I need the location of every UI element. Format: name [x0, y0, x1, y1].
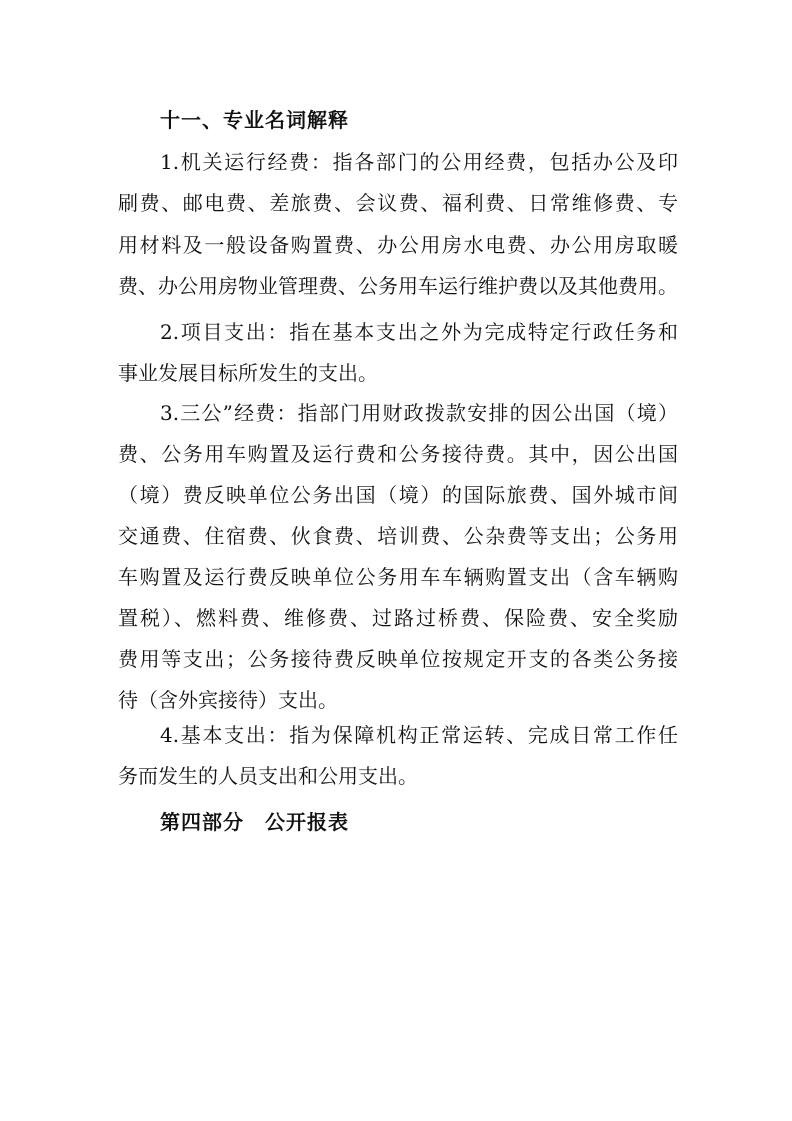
paragraph-2-line-2: 事业发展目标所发生的支出。: [118, 361, 378, 385]
section-heading: 十一、专业名词解释: [160, 108, 349, 132]
paragraph-4-line-2: 务而发生的人员支出和公用支出。: [118, 764, 418, 788]
paragraph-1-line-1: 1.机关运行经费：指各部门的公用经费，包括办公及印: [160, 150, 678, 174]
paragraph-3-line-8: 待（含外宾接待）支出。: [118, 688, 338, 712]
paragraph-3-line-3: （境）费反映单位公务出国（境）的国际旅费、国外城市间: [118, 483, 678, 507]
paragraph-3-line-7: 费用等支出；公务接待费反映单位按规定开支的各类公务接: [118, 647, 678, 671]
paragraph-3-line-2: 费、公务用车购置及运行费和公务接待费。其中，因公出国: [118, 442, 678, 466]
paragraph-3-line-4: 交通费、住宿费、伙食费、培训费、公杂费等支出；公务用: [118, 524, 678, 548]
paragraph-1-line-3: 用材料及一般设备购置费、办公用房水电费、办公用房取暖: [118, 233, 678, 257]
paragraph-1-line-2: 刷费、邮电费、差旅费、会议费、福利费、日常维修费、专: [118, 191, 678, 215]
paragraph-4-line-1: 4.基本支出：指为保障机构正常运转、完成日常工作任: [160, 723, 678, 747]
paragraph-2-line-1: 2.项目支出：指在基本支出之外为完成特定行政任务和: [160, 320, 678, 344]
paragraph-1-line-4: 费、办公用房物业管理费、公务用车运行维护费以及其他费用。: [118, 274, 678, 298]
part-heading: 第四部分 公开报表: [160, 810, 349, 834]
paragraph-3-line-6: 置税）、燃料费、维修费、过路过桥费、保险费、安全奖励: [118, 606, 678, 630]
paragraph-3-line-1: 3.三公”经费：指部门用财政拨款安排的因公出国（境）: [160, 401, 678, 425]
paragraph-3-line-5: 车购置及运行费反映单位公务用车车辆购置支出（含车辆购: [118, 565, 678, 589]
